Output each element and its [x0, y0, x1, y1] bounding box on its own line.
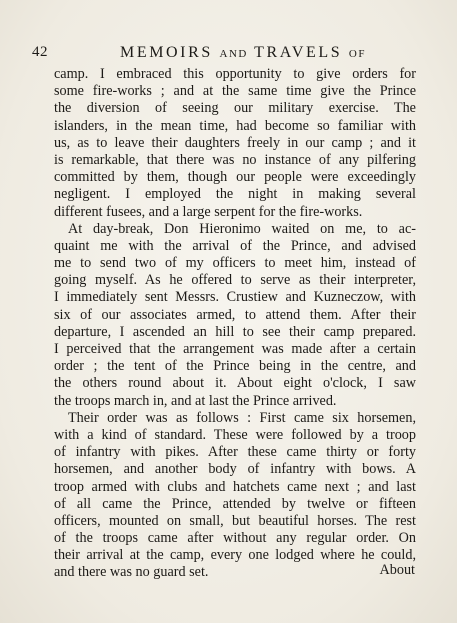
text-line: the others round about it. About eight o'clock, I saw [54, 375, 416, 392]
paragraph [54, 221, 416, 410]
running-head [120, 44, 366, 62]
text-line: committed by them, though our people were exceedingly [54, 169, 416, 186]
text-line: camp. I embraced this opportunity to give orders for [54, 66, 416, 82]
text-line: departure, I ascended an hill to see their camp prepared. [54, 323, 416, 340]
body-text [54, 66, 416, 582]
running-head-word-travels: TRAVELS [254, 44, 343, 61]
running-head-word-memoirs: MEMOIRS [120, 44, 213, 61]
text-line: the diversion of seeing our military exercise. The [54, 100, 416, 117]
paragraph [54, 410, 416, 582]
page-number: 42 [32, 44, 48, 60]
text-line: different fusees, and a large serpent for the fire-works. [54, 203, 363, 220]
text-line: is remarkable, that there was no instance of any pilfering [54, 151, 416, 168]
text-line: their arrival at the camp, every one lodged where he could, [54, 547, 416, 564]
text-line: us, as to leave their daughters freely in our camp ; and it [54, 134, 416, 151]
text-line: some fire-works ; and at the same time give the Prince [54, 83, 416, 100]
running-head-word-of: OF [348, 48, 366, 60]
text-line: horsemen, and another body of infantry with bows. A [54, 461, 416, 478]
text-line: islanders, in the mean time, had become so familiar with [54, 117, 416, 134]
running-head-word-and: AND [219, 48, 248, 60]
text-line: going myself. As he offered to serve as their interpreter, [54, 272, 416, 289]
paragraph [54, 66, 416, 221]
text-line: six of our associates armed, to attend them. After their [54, 306, 416, 323]
text-line: of infantry with pikes. After these came thirty or forty [54, 444, 416, 461]
text-line: with a kind of standard. These were followed by a troop [54, 426, 416, 443]
text-line: I perceived that the arrangement was made after a certain [54, 341, 416, 357]
text-line: and there was no guard set. [54, 564, 209, 581]
text-line: quaint me with the arrival of the Prince, and advised [54, 237, 416, 254]
text-line: I immediately sent Messrs. Crustiew and Kuzneczow, with [54, 289, 416, 306]
page-header [30, 44, 427, 64]
text-line: me to send two of my officers to meet him, instead of [54, 255, 416, 272]
catchword: About [379, 562, 415, 578]
text-line: negligent. I employed the night in making several [54, 186, 416, 203]
text-line: At day-break, Don Hieronimo waited on me, to ac- [68, 220, 416, 237]
text-line: of the troops came after without any regular order. On [54, 530, 416, 547]
text-line: of all came the Prince, attended by twelve or fifteen [54, 495, 416, 512]
text-line: order ; the tent of the Prince being in the centre, and [54, 358, 416, 375]
text-line: troop armed with clubs and hatchets came next ; and last [54, 478, 416, 495]
text-line: officers, mounted on small, but beautiful horses. The rest [54, 512, 416, 529]
text-line: Their order was as follows : First came six horsemen, [68, 409, 416, 426]
text-line: the troops march in, and at last the Prince arrived. [54, 392, 337, 409]
